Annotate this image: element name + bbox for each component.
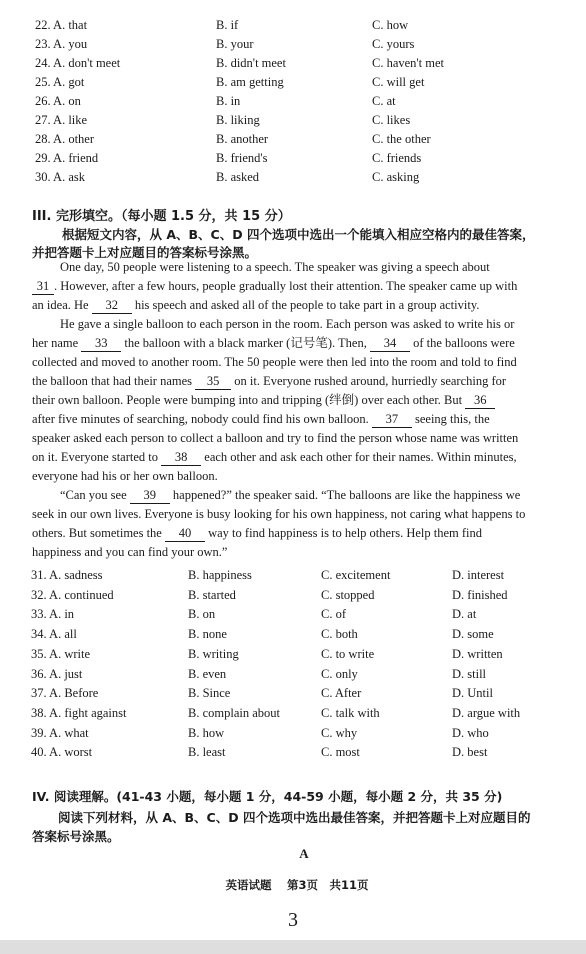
option-b: B. your: [216, 37, 254, 51]
answer-blank: 33: [81, 336, 121, 352]
option-a: 29. A. friend: [35, 151, 99, 165]
option-a: 22. A. that: [35, 18, 88, 32]
option-b: B. on: [188, 607, 216, 621]
option-c: C. how: [372, 18, 409, 32]
passage-line: everyone had his or her own balloon.: [32, 469, 218, 483]
passage-text: her name: [32, 336, 79, 350]
option-b: B. none: [188, 627, 227, 641]
option-c: C. only: [321, 667, 358, 681]
passage-text: each other and ask each other for their names. Within minutes,: [204, 450, 517, 464]
page-bottom-edge: [0, 940, 586, 954]
passage-text: an idea. He: [32, 298, 89, 312]
passage-line: [32, 334, 515, 353]
passage-line: [60, 486, 520, 505]
answer-blank: 31: [32, 279, 54, 295]
option-c: C. the other: [372, 132, 431, 146]
section-title: IV. 阅读理解。(41-43 小题，每小题 1 分，44-59 小题，每小题 2 分，共 35 分): [32, 789, 503, 804]
option-a: 30. A. ask: [35, 170, 85, 184]
option-b: B. didn't meet: [216, 56, 286, 70]
passage-line: [32, 448, 517, 467]
option-row: [0, 704, 586, 723]
option-b: B. how: [188, 726, 225, 740]
option-row: [0, 130, 586, 149]
option-row: [0, 73, 586, 92]
option-row: [0, 111, 586, 130]
passage-text: way to find happiness is to help others. Help them find: [208, 526, 483, 540]
answer-blank: 35: [195, 374, 231, 390]
passage-text: “Can you see: [60, 488, 127, 502]
section-instruction: 阅读下列材料，从 A、B、C、D 四个选项中选出最佳答案，并把答题卡上对应题目的: [58, 810, 531, 825]
option-d: D. still: [452, 667, 487, 681]
option-a: 31. A. sadness: [31, 568, 103, 582]
running-footer: 英语试题 第3页 共11页: [225, 878, 369, 892]
option-c: C. asking: [372, 170, 420, 184]
option-a: 24. A. don't meet: [35, 56, 121, 70]
option-c: C. of: [321, 607, 346, 621]
option-a: 35. A. write: [31, 647, 91, 661]
option-a: 37. A. Before: [31, 686, 99, 700]
answer-blank: 39: [130, 488, 170, 504]
passage-line: [32, 524, 482, 543]
page-number: 3: [288, 909, 298, 931]
option-c: C. talk with: [321, 706, 380, 720]
answer-blank: 34: [370, 336, 410, 352]
passage-text: on it. Everyone rushed around, hurriedly searching for: [234, 374, 507, 388]
option-a: 36. A. just: [31, 667, 83, 681]
passage-text: happened?” the speaker said. “The balloons are like the happiness we: [172, 488, 521, 502]
option-c: C. yours: [372, 37, 415, 51]
option-row: [0, 724, 586, 743]
section-instruction: 并把答题卡上对应题目的答案标号涂黑。: [32, 245, 258, 260]
option-row: [0, 149, 586, 168]
option-b: B. am getting: [216, 75, 284, 89]
passage-line: collected and moved to another room. The 50 people were then led into the room and told to find: [32, 355, 517, 369]
option-c: C. likes: [372, 113, 411, 127]
option-c: C. stopped: [321, 588, 375, 602]
answer-blank: 36: [465, 393, 495, 409]
passage-line: [32, 277, 517, 296]
option-b: B. happiness: [188, 568, 252, 582]
passage-text: the balloon that had their names: [32, 374, 193, 388]
passage-text: his speech and asked all of the people to take part in a group activity.: [134, 298, 480, 312]
option-d: D. some: [452, 627, 494, 641]
option-c: C. haven't met: [372, 56, 445, 70]
option-row: [0, 625, 586, 644]
answer-blank: 38: [161, 450, 201, 466]
option-c: C. most: [321, 745, 360, 759]
passage-line: [32, 391, 495, 410]
option-row: [0, 168, 586, 187]
passage-line: [32, 296, 479, 315]
option-b: B. asked: [216, 170, 260, 184]
option-c: C. at: [372, 94, 396, 108]
option-b: B. another: [216, 132, 269, 146]
option-d: D. who: [452, 726, 489, 740]
option-row: [0, 684, 586, 703]
answer-blank: 40: [165, 526, 205, 542]
option-c: C. excitement: [321, 568, 391, 582]
answer-blank: 37: [372, 412, 412, 428]
passage-line: happiness and you can find your own.”: [32, 545, 228, 559]
option-d: D. interest: [452, 568, 505, 582]
part-label: A: [299, 846, 309, 861]
option-c: C. both: [321, 627, 358, 641]
option-d: D. written: [452, 647, 503, 661]
option-c: C. After: [321, 686, 362, 700]
passage-line: [32, 372, 506, 391]
option-d: D. argue with: [452, 706, 521, 720]
passage-text: others. But sometimes the: [32, 526, 162, 540]
passage-line: [32, 410, 490, 429]
option-b: B. if: [216, 18, 239, 32]
passage-text: seeing this, the: [414, 412, 490, 426]
option-a: 25. A. got: [35, 75, 85, 89]
option-b: B. started: [188, 588, 236, 602]
option-row: [0, 16, 586, 35]
option-a: 28. A. other: [35, 132, 95, 146]
passage-line: One day, 50 people were listening to a speech. The speaker was giving a speech about: [60, 260, 490, 274]
passage-text: the balloon with a black marker (记号笔). Then,: [124, 336, 367, 350]
option-row: [0, 92, 586, 111]
option-d: D. finished: [452, 588, 508, 602]
option-c: C. friends: [372, 151, 422, 165]
option-b: B. friend's: [216, 151, 268, 165]
option-row: [0, 665, 586, 684]
option-c: C. why: [321, 726, 358, 740]
passage-text: . However, after a few hours, people gradually lost their attention. The speaker came up with: [54, 279, 518, 293]
option-a: 26. A. on: [35, 94, 81, 108]
option-b: B. complain about: [188, 706, 280, 720]
option-b: B. in: [216, 94, 241, 108]
option-row: [0, 566, 586, 585]
option-d: D. at: [452, 607, 477, 621]
option-b: B. liking: [216, 113, 260, 127]
passage-text: of the balloons were: [413, 336, 515, 350]
option-b: B. Since: [188, 686, 231, 700]
section-title: III. 完形填空。（每小题 1.5 分，共 15 分）: [32, 209, 291, 224]
option-b: B. even: [188, 667, 227, 681]
option-row: [0, 645, 586, 664]
passage-text: on it. Everyone started to: [32, 450, 159, 464]
option-row: [0, 35, 586, 54]
section-instruction: 根据短文内容，从 A、B、C、D 四个选项中选出一个能填入相应空格内的最佳答案，: [62, 227, 535, 242]
option-row: [0, 54, 586, 73]
option-c: C. will get: [372, 75, 425, 89]
option-a: 34. A. all: [31, 627, 77, 641]
option-d: D. best: [452, 745, 488, 759]
option-a: 39. A. what: [31, 726, 89, 740]
option-c: C. to write: [321, 647, 375, 661]
passage-line: He gave a single balloon to each person in the room. Each person was asked to write his or: [60, 317, 515, 331]
option-row: [0, 743, 586, 762]
passage-text: after five minutes of searching, nobody could find his own balloon.: [32, 412, 369, 426]
option-row: [0, 605, 586, 624]
option-a: 38. A. fight against: [31, 706, 127, 720]
option-row: [0, 586, 586, 605]
passage-line: speaker asked each person to collect a balloon and try to find the person whose name was written: [32, 431, 519, 445]
answer-blank: 32: [92, 298, 132, 314]
option-b: B. writing: [188, 647, 239, 661]
option-a: 27. A. like: [35, 113, 88, 127]
option-d: D. Until: [452, 686, 493, 700]
section-instruction: 答案标号涂黑。: [32, 829, 120, 844]
option-a: 23. A. you: [35, 37, 88, 51]
option-a: 33. A. in: [31, 607, 75, 621]
passage-line: seek in our own lives. Everyone is busy looking for his own happiness, not caring what happens to: [32, 507, 526, 521]
option-a: 32. A. continued: [31, 588, 114, 602]
option-b: B. least: [188, 745, 226, 759]
option-a: 40. A. worst: [31, 745, 93, 759]
passage-text: their own balloon. People were bumping into and tripping (绊倒) over each other. But: [32, 393, 463, 407]
